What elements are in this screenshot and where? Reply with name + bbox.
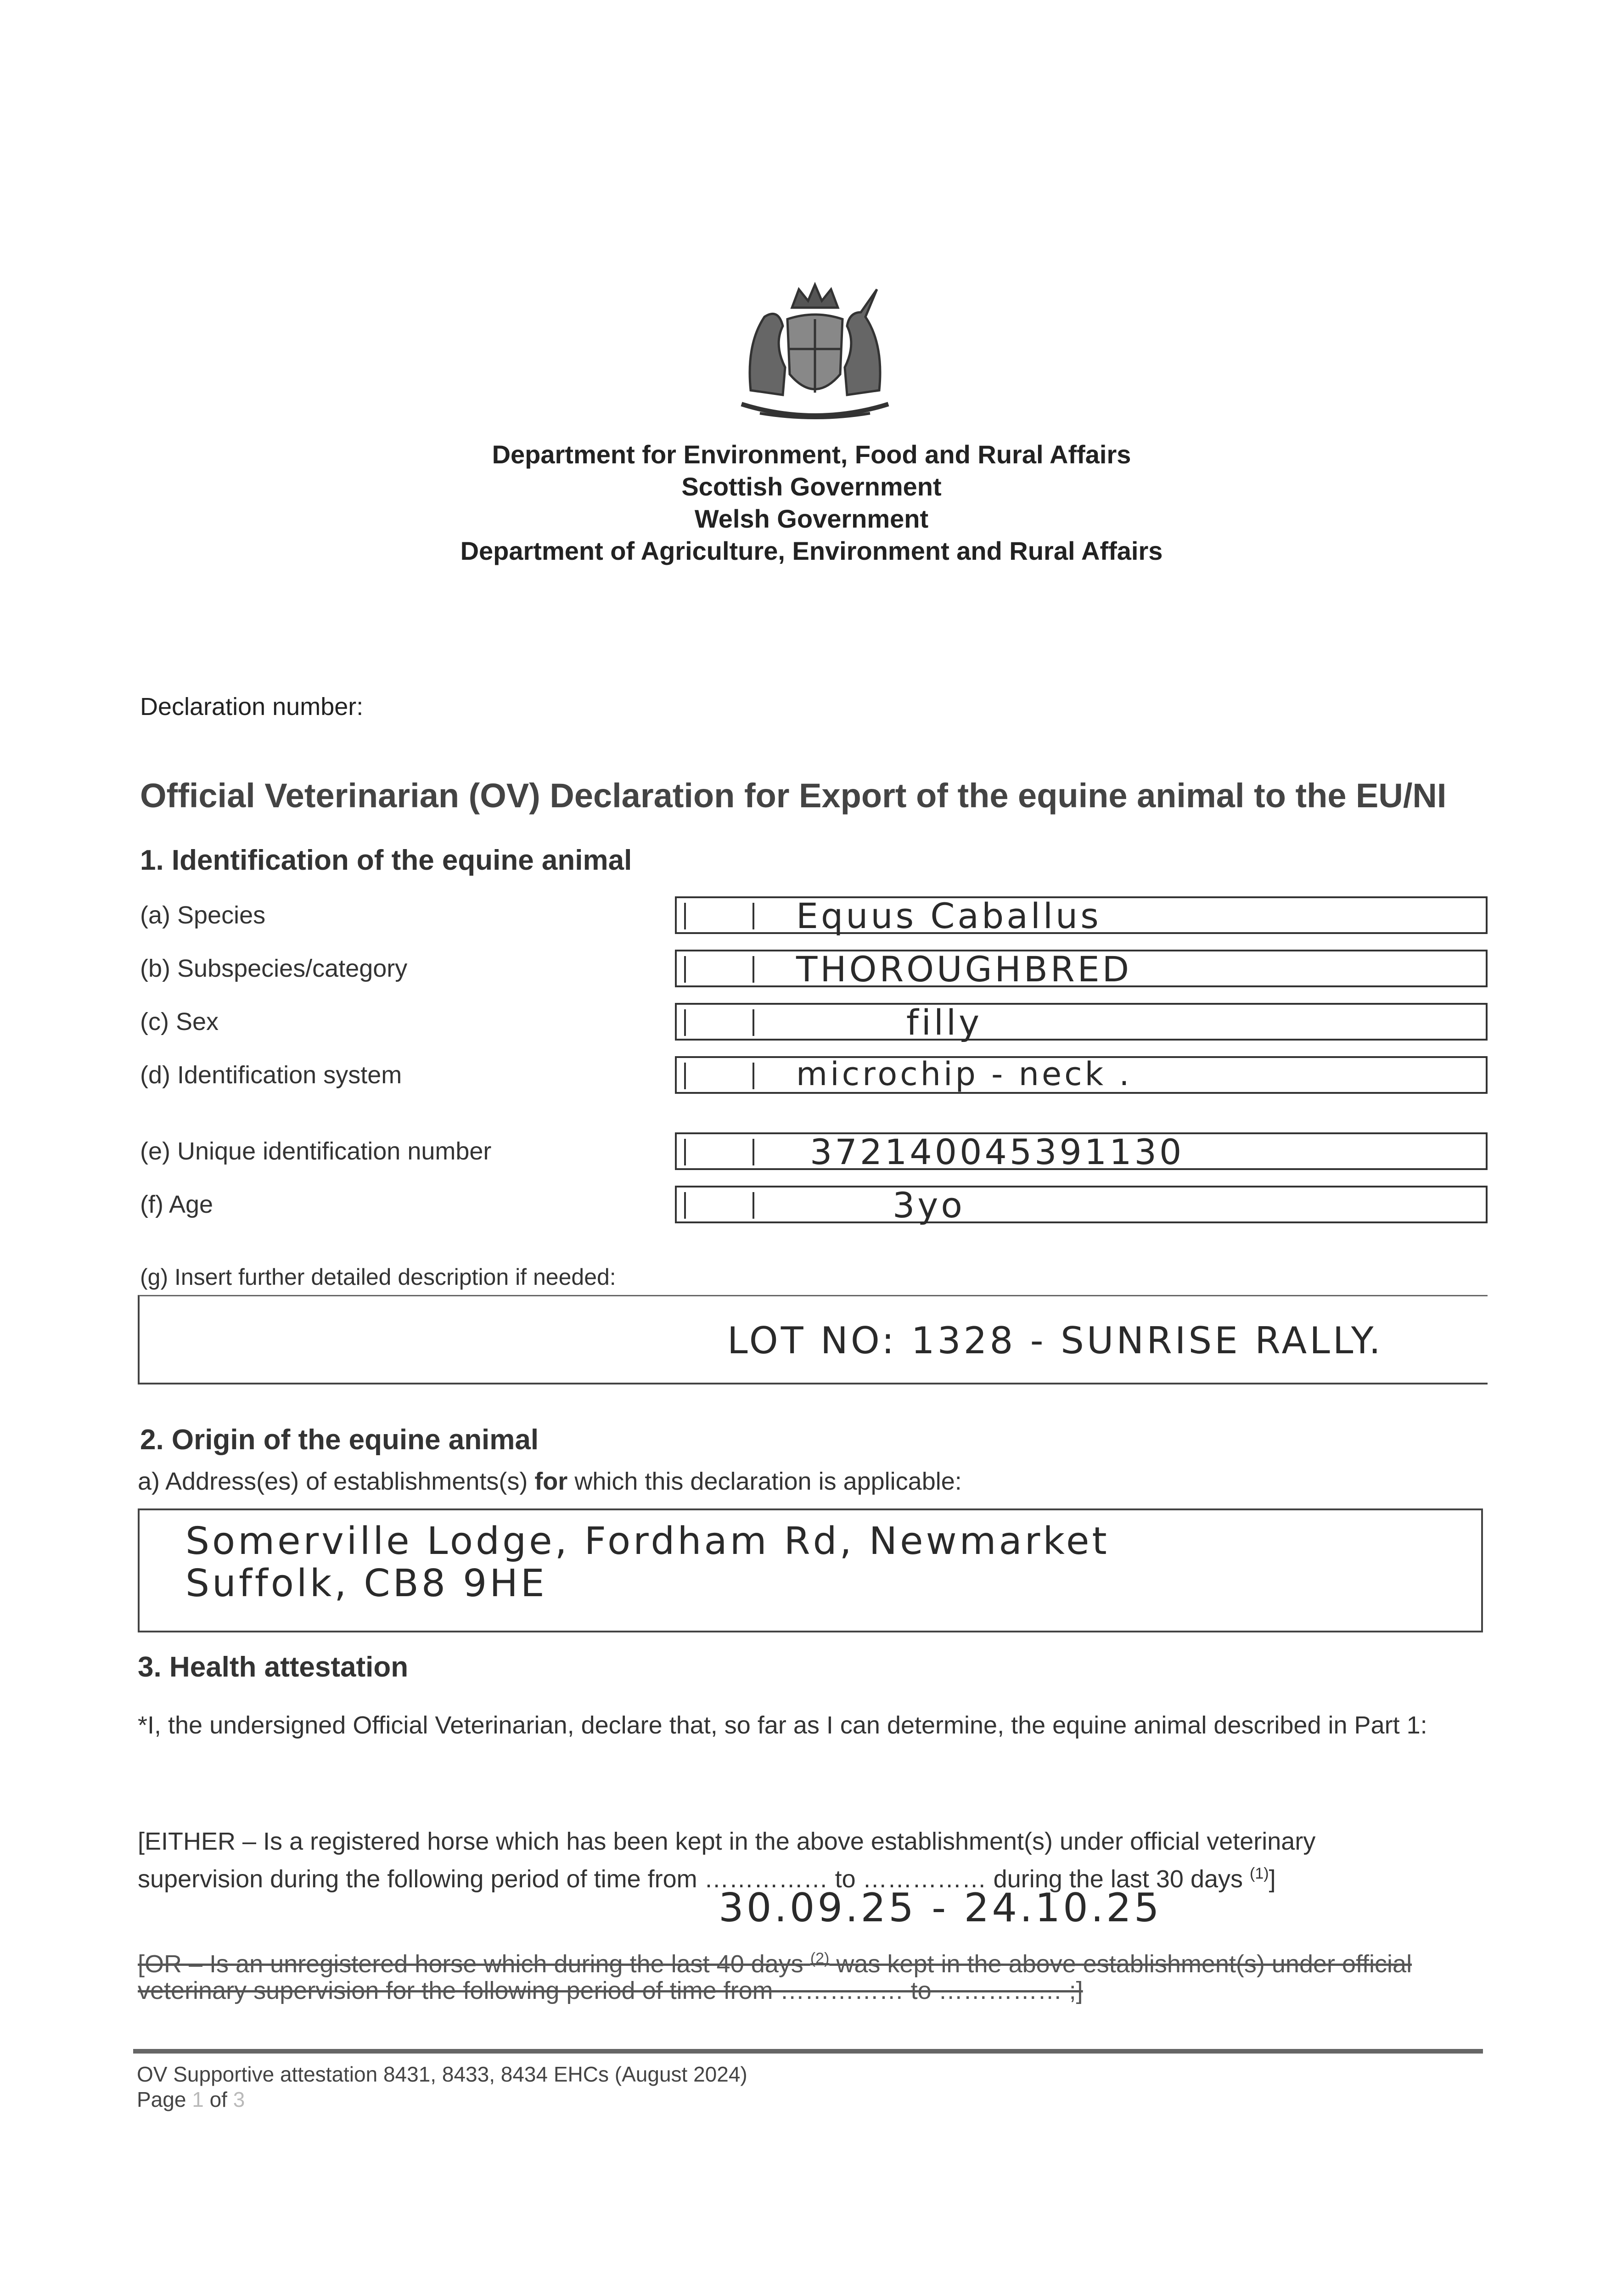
declaration-number-label: Declaration number: [140,693,364,720]
further-description-box[interactable] [138,1295,1488,1384]
unique-id-label: (e) Unique identification number [140,1137,492,1165]
further-description-value: LOT NO: 1328 - SUNRISE RALLY. [727,1319,1383,1362]
subspecies-field[interactable] [675,949,1488,990]
address-box[interactable] [138,1508,1483,1632]
sex-label: (c) Sex [140,1008,219,1035]
footer-reference: OV Supportive attestation 8431, 8433, 8434 EHCs (August 2024) [137,2062,747,2086]
health-intro: *I, the undersigned Official Veterinarian, declare that, so far as I can determine, the equine animal described in Part 1: [138,1711,1427,1739]
address-label: a) Address(es) of establishments(s) for which this declaration is applicable: [138,1468,962,1495]
unique-id-field[interactable] [675,1132,1488,1170]
department-defra: Department for Environment, Food and Rural Affairs [492,440,1131,469]
either-line2: supervision during the following period of time from …………… to …………… during the last 30 days $^{(1)}$] [138,1865,1276,1893]
footer-divider [133,2049,1483,2054]
further-description-label: (g) Insert further detailed description if needed: [140,1264,616,1290]
document-title: Official Veterinarian (OV) Declaration for Export of the equine animal to the EU/NI [140,777,1447,815]
subspecies-value: THOROUGHBRED [796,949,1132,990]
department-daera: Department of Agriculture, Environment and Rural Affairs [460,536,1163,565]
section2-heading: 2. Origin of the equine animal [140,1424,539,1456]
address-line2: Suffolk, CB8 9HE [185,1562,547,1605]
species-label: (a) Species [140,901,266,929]
handwritten-dates: 30.09.25 - 24.10.25 [719,1885,1162,1931]
sex-value: filly [906,1002,983,1043]
identification-system-label: (d) Identification system [140,1061,402,1089]
department-scottish-government: Scottish Government [681,472,942,501]
identification-system-value: microchip - neck . [796,1055,1132,1093]
section1-heading: 1. Identification of the equine animal [140,844,632,876]
unique-id-value: 372140045391130 [810,1131,1185,1172]
or-line1: [OR – Is an unregistered horse which during the last 40 days $^{(2)}$ was kept in the above establishment(s) under official [138,1950,1412,1978]
royal-coat-of-arms-icon [719,276,911,427]
section3-heading: 3. Health attestation [138,1651,409,1683]
identification-system-field[interactable] [675,1056,1488,1094]
age-field[interactable] [675,1185,1488,1226]
sex-field[interactable] [675,1003,1488,1041]
or-line2: veterinary supervision for the following period of time from …………… to …………… ;] [138,1977,1083,2004]
address-line1: Somerville Lodge, Fordham Rd, Newmarket [185,1519,1110,1563]
subspecies-label: (b) Subspecies/category [140,955,408,982]
either-line1: [EITHER – Is a registered horse which has been kept in the above establishment(s) under official veterinary [138,1828,1316,1855]
age-value: 3yo [893,1185,965,1226]
age-label: (f) Age [140,1191,213,1218]
species-field[interactable] [675,896,1488,934]
species-value: Equus Caballus [796,895,1101,936]
department-welsh-government: Welsh Government [694,504,929,533]
page-indicator: Page 1 of 3 [137,2088,245,2111]
